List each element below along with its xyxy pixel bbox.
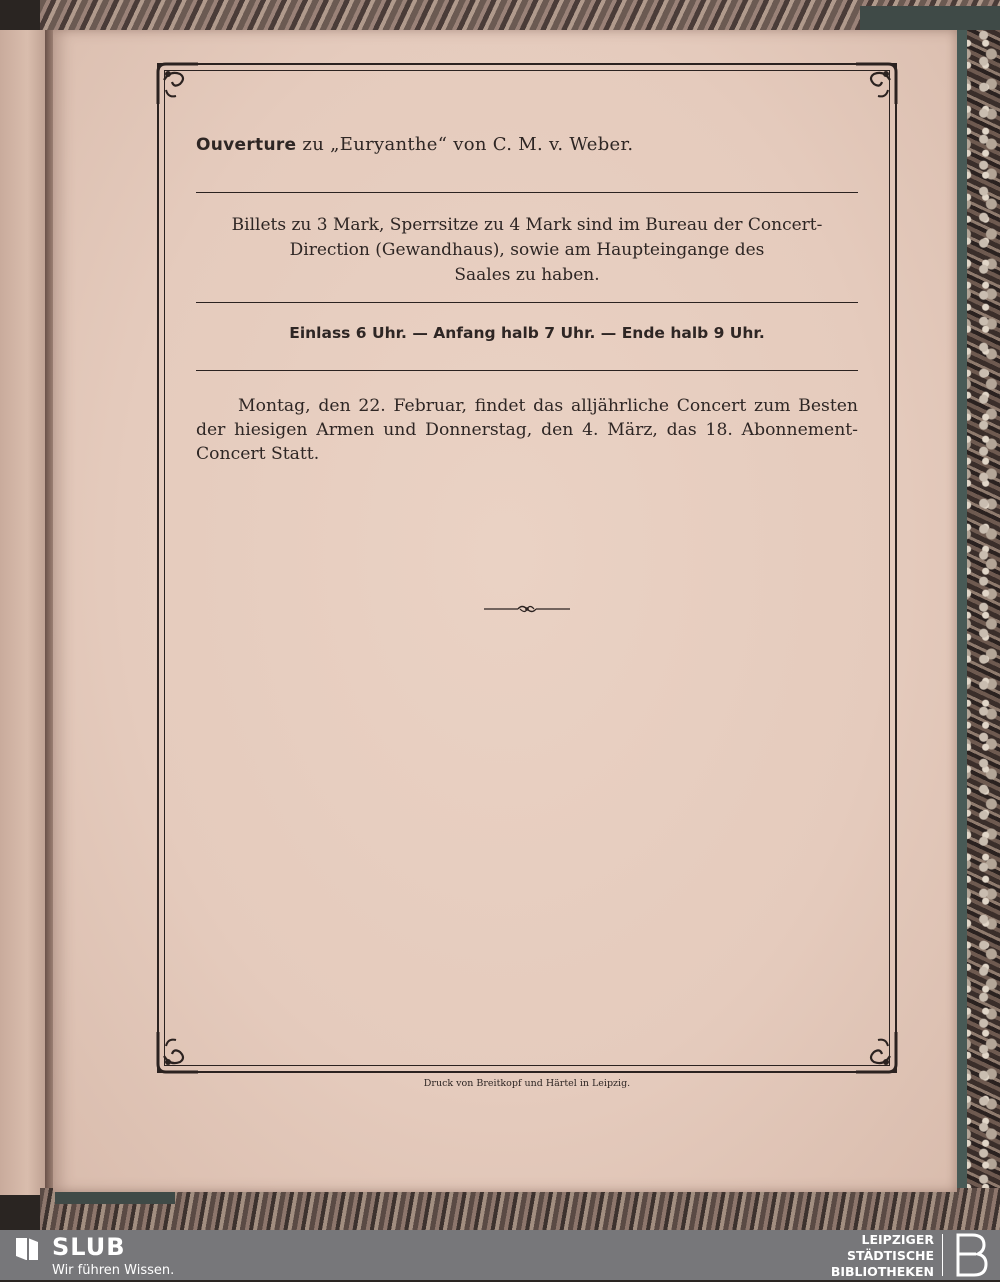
- overture-line: [196, 134, 633, 155]
- divider-rule: [196, 302, 858, 303]
- book-top-edge: [40, 0, 1000, 34]
- overture-label: Ouverture: [196, 135, 297, 155]
- ornament-corner-icon: [852, 60, 900, 108]
- printer-imprint: Druck von Breitkopf und Härtel in Leipzig.: [423, 1078, 631, 1089]
- partner-divider: [942, 1234, 943, 1276]
- flourish-divider-icon: [484, 601, 570, 615]
- partner-name[interactable]: [820, 1232, 934, 1280]
- ornament-corner-icon: [154, 60, 202, 108]
- divider-rule: [196, 370, 858, 371]
- divider-rule: [196, 192, 858, 193]
- ornament-corner-icon: [852, 1028, 900, 1076]
- book-bottom-edge: [40, 1188, 1000, 1230]
- admission-times: Einlass 6 Uhr. — Anfang halb 7 Uhr. — Ende halb 9 Uhr.: [289, 324, 765, 342]
- ticket-info-line: Billets zu 3 Mark, Sperrsitze zu 4 Mark sind im Bureau der Concert-: [231, 215, 823, 235]
- ticket-info-line: Direction (Gewandhaus), sowie am Haupteingange des: [289, 240, 765, 260]
- ticket-info-paragraph: [196, 213, 858, 288]
- ornament-corner-icon: [154, 1028, 202, 1076]
- ticket-info-line: Saales zu haben.: [454, 265, 600, 285]
- left-facing-page: [0, 30, 51, 1195]
- slub-logo-icon[interactable]: [14, 1236, 40, 1262]
- partner-name-line: LEIPZIGER: [861, 1232, 934, 1247]
- partner-logo-icon[interactable]: [952, 1232, 992, 1278]
- concert-announcement: Montag, den 22. Februar, findet das alljährliche Concert zum Besten der hiesigen Armen und Donnerstag, den 4. März, das 18. Abonnement-Concert Statt.: [196, 396, 858, 464]
- overture-text: zu „Euryanthe“ von C. M. v. Weber.: [296, 134, 634, 155]
- slub-name[interactable]: SLUB: [52, 1233, 126, 1261]
- partner-name-line: STÄDTISCHE: [847, 1248, 934, 1263]
- slub-tagline: Wir führen Wissen.: [52, 1263, 175, 1278]
- partner-name-line: BIBLIOTHEKEN: [830, 1264, 934, 1279]
- book-gutter: [45, 30, 53, 1195]
